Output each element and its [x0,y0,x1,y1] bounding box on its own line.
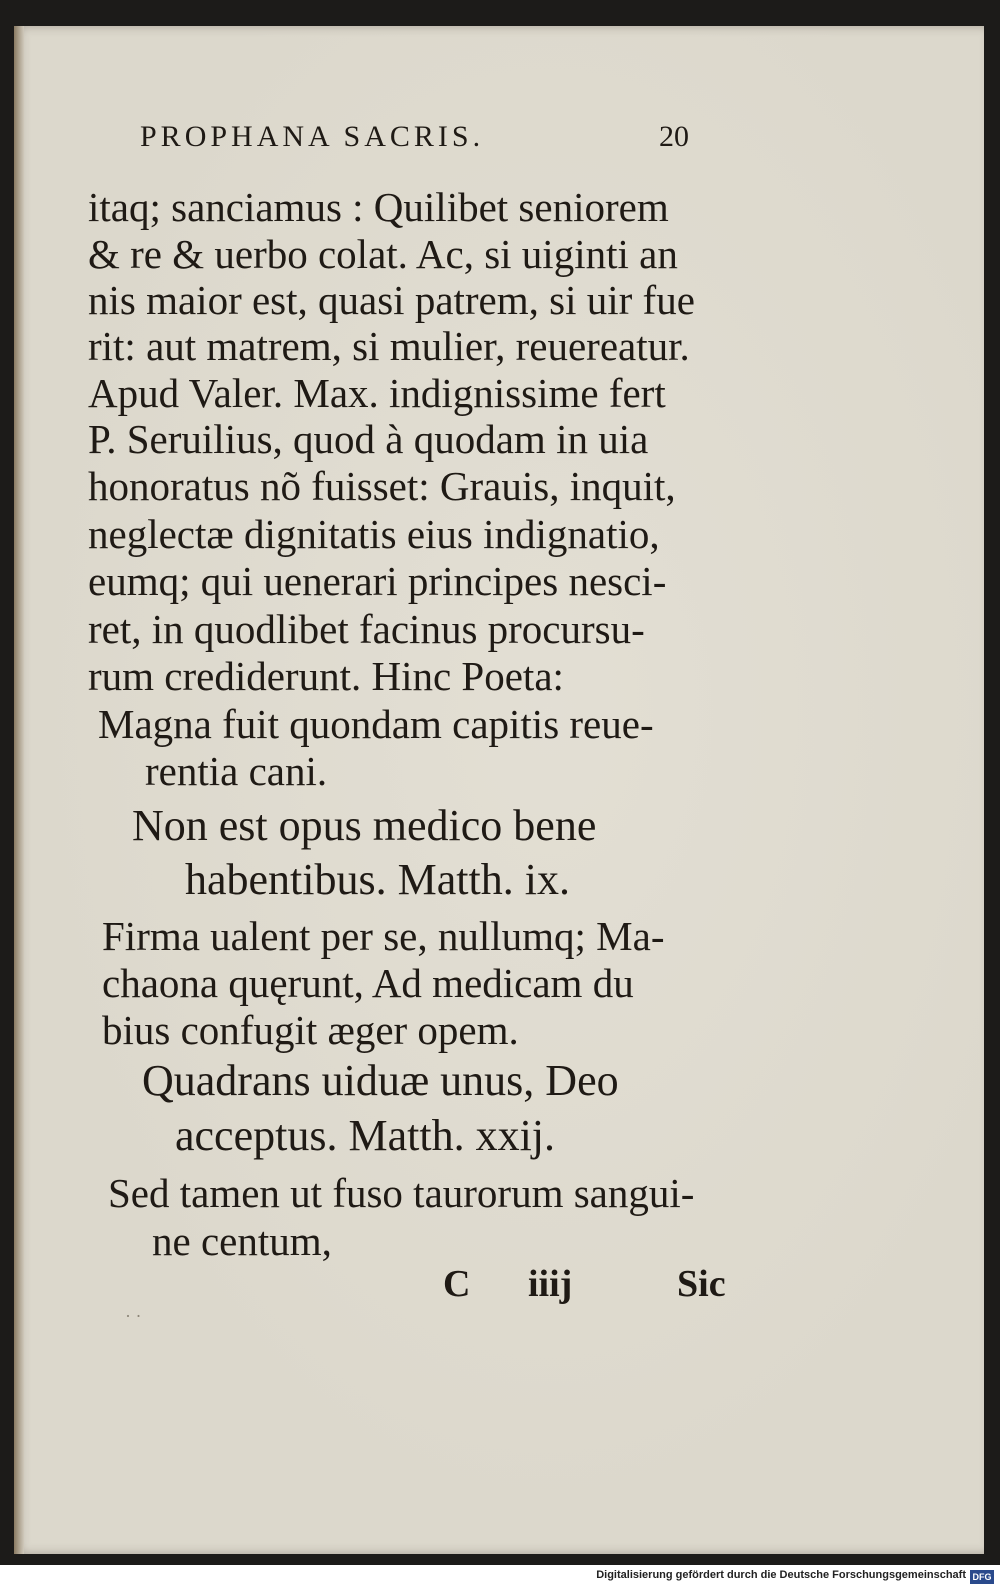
body-line: neglectæ dignitatis eius indignatio, [88,511,660,557]
verse-line: bius confugit æger opem. [102,1007,519,1053]
section-heading: habentibus. Matth. ix. [185,855,570,904]
verse-line: Firma ualent per se, nullumq; Ma- [102,913,665,959]
verse-line: Sed tamen ut fuso taurorum sangui- [108,1170,695,1216]
section-heading: Non est opus medico bene [132,801,597,850]
funding-credit: Digitalisierung gefördert durch die Deutsche Forschungsgemeinschaft [596,1569,966,1581]
body-line: nis maior est, quasi patrem, si uir fue [88,277,695,323]
body-line: rum crediderunt. Hinc Poeta: [88,653,564,699]
verse-line: rentia cani. [145,748,328,794]
dfg-logo: DFG [970,1570,994,1584]
verse-line: Magna fuit quondam capitis reue- [98,701,654,747]
footer-bar [0,1567,1000,1588]
verse-line: ne centum, [152,1218,332,1264]
section-heading: acceptus. Matth. xxij. [175,1111,556,1160]
body-line: P. Seruilius, quod à quodam in uia [88,416,649,462]
running-head: PROPHANA SACRIS. [140,120,485,153]
body-line: ret, in quodlibet facinus procursu- [88,606,645,652]
verse-line: chaona quęrunt, Ad medicam du [102,960,634,1006]
catchword: Sic [677,1263,726,1305]
signature-mark: C [443,1263,471,1305]
section-heading: Quadrans uiduæ unus, Deo [142,1056,619,1105]
body-line: honoratus nõ fuisset: Grauis, inquit, [88,463,676,509]
body-line: rit: aut matrem, si mulier, reuereatur. [88,323,690,369]
body-line: & re & uerbo colat. Ac, si uiginti an [88,231,678,277]
body-line: eumq; qui uenerari principes nesci- [88,558,667,604]
page-number: 20 [659,120,689,153]
signature-number: iiij [528,1263,573,1305]
paper-speck: · · [125,1306,142,1326]
page-gutter [14,26,24,1554]
body-line: itaq; sanciamus : Quilibet seniorem [88,184,669,230]
body-line: Apud Valer. Max. indignissime fert [88,370,666,416]
